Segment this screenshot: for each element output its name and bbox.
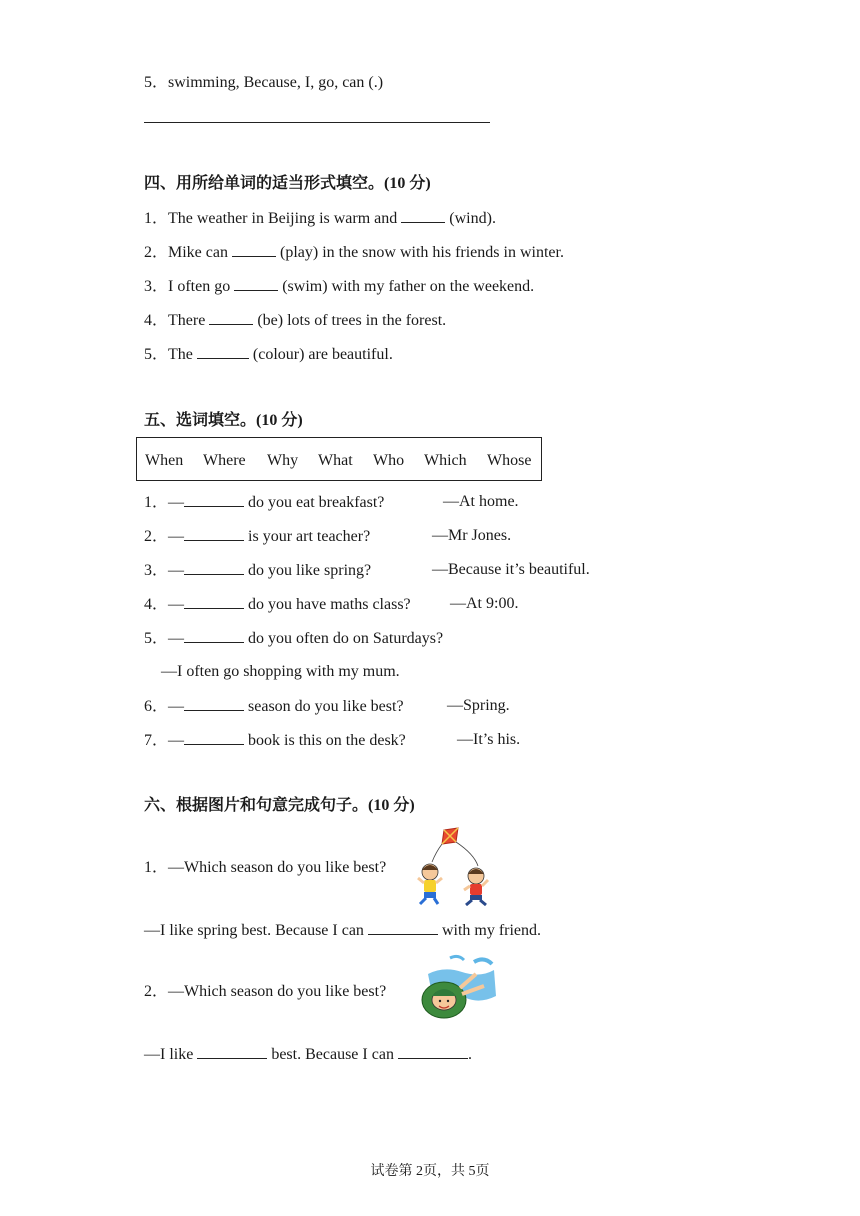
question-5-7: 7．— book is this on the desk? [144,732,406,749]
question-6-1: 1．—Which season do you like best? [144,859,387,876]
blank[interactable] [197,1044,267,1059]
question-5-3: 3．— do you like spring? [144,562,372,579]
child-swimming-ring-icon [414,952,498,1026]
word-box [136,437,542,481]
answer-6-2: —I like best. Because I can . [144,1046,472,1063]
blank[interactable] [184,526,244,541]
blank[interactable] [197,344,249,359]
section-4-title: 四、用所给单词的适当形式填空。(10 分) [144,175,431,192]
question-5-5: 5．— do you often do on Saturdays? [144,630,444,647]
word-option: Why [267,452,299,469]
blank[interactable] [184,628,244,643]
question-4-2: 2．Mike can (play) in the snow with his friends in winter. [144,244,564,261]
blank[interactable] [398,1044,468,1059]
answer-5-4: —At 9:00. [450,595,519,612]
question-5-1: 1．— do you eat breakfast? [144,494,385,511]
word-option: Which [424,452,467,469]
answer-line [144,122,490,123]
answer-5-5: —I often go shopping with my mum. [161,663,400,680]
word-option: Where [203,452,246,469]
blank[interactable] [234,276,278,291]
blank[interactable] [184,594,244,609]
blank[interactable] [232,242,276,257]
question-5-2: 2．— is your art teacher? [144,528,371,545]
question-3-5: 5．swimming, Because, I, go, can (.) [144,74,384,91]
blank[interactable] [209,310,253,325]
section-6-title: 六、根据图片和句意完成句子。(10 分) [144,797,415,814]
question-4-3: 3．I often go (swim) with my father on the weekend. [144,278,535,295]
section-5-title: 五、选词填空。(10 分) [144,412,303,429]
question-4-1: 1．The weather in Beijing is warm and (wind). [144,210,496,227]
question-5-4: 4．— do you have maths class? [144,596,411,613]
word-option: Whose [487,452,532,469]
answer-5-6: —Spring. [447,697,510,714]
word-option: When [145,452,184,469]
blank[interactable] [368,920,438,935]
word-option: What [318,452,353,469]
question-5-6: 6．— season do you like best? [144,698,404,715]
answer-5-2: —Mr Jones. [432,527,512,544]
blank[interactable] [184,696,244,711]
kids-flying-kite-icon [414,826,498,906]
answer-6-1: —I like spring best. Because I can with my friend. [144,922,542,939]
word-option: Who [373,452,405,469]
blank[interactable] [401,208,445,223]
answer-5-3: —Because it’s beautiful. [432,561,590,578]
question-4-5: 5．The (colour) are beautiful. [144,346,393,363]
blank[interactable] [184,730,244,745]
question-4-4: 4．There (be) lots of trees in the forest. [144,312,447,329]
blank[interactable] [184,492,244,507]
answer-5-7: —It’s his. [457,731,521,748]
page-footer: 试卷第 2页，共 5页 [370,1164,490,1179]
answer-5-1: —At home. [443,493,519,510]
blank[interactable] [184,560,244,575]
question-6-2: 2．—Which season do you like best? [144,983,387,1000]
